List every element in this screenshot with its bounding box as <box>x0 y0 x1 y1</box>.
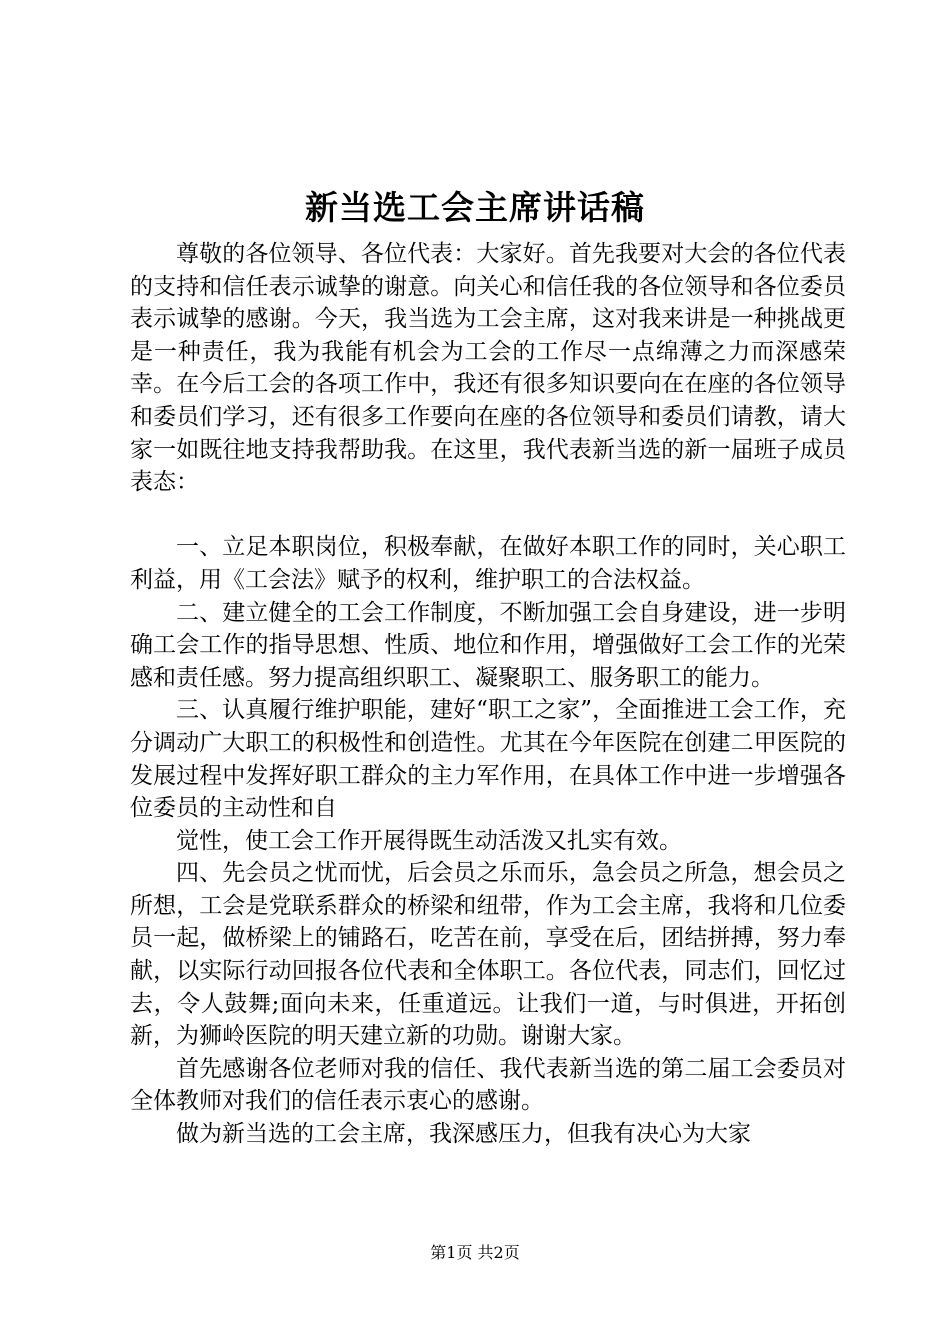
paragraph-greeting: 尊敬的各位领导、各位代表：大家好。首先我要对大会的各位代表的支持和信任表示诚挚的谢意。向关心和信任我的各位领导和各位委员表示诚挚的感谢。今天，我当选为工会主席，这对我来讲是一种挑战更是一种责任，我为我能有机会为工会的工作尽一点绵薄之力而深感荣幸。在今后工会的各项工作中，我还有很多知识要向在在座的各位领导和委员们学习，还有很多工作要向在座的各位领导和委员们请教，请大家一如既往地支持我帮助我。在这里，我代表新当选的新一届班子成员表态： <box>130 241 846 496</box>
document-body <box>130 238 846 1151</box>
paragraph-point-1: 一、立足本职岗位，积极奉献，在做好本职工作的同时，关心职工利益，用《工会法》赋予的权利，维护职工的合法权益。 <box>130 534 846 593</box>
paragraph-point-3-continued: 觉性，使工会工作开展得既生动活泼又扎实有效。 <box>176 827 682 854</box>
paragraph-point-2: 二、建立健全的工会工作制度，不断加强工会自身建设，进一步明确工会工作的指导思想、性质、地位和作用，增强做好工会工作的光荣感和责任感。努力提高组织职工、凝聚职工、服务职工的能力。 <box>130 599 846 691</box>
document-title: 新当选工会主席讲话稿 <box>305 188 645 227</box>
paragraph-closing: 做为新当选的工会主席，我深感压力，但我有决心为大家 <box>176 1121 751 1148</box>
paragraph-point-3: 三、认真履行维护职能，建好“职工之家”，全面推进工会工作，充分调动广大职工的积极性和创造性。尤其在今年医院在创建二甲医院的发展过程中发挥好职工群众的主力军作用，在具体工作中进一步增强各位委员的主动性和自 <box>130 697 846 822</box>
paragraph-point-4: 四、先会员之忧而忧，后会员之乐而乐，急会员之所急，想会员之所想，工会是党联系群众的桥梁和纽带，作为工会主席，我将和几位委员一起，做桥梁上的铺路石，吃苦在前，享受在后，团结拼搏，努力奉献，以实际行动回报各位代表和全体职工。各位代表，同志们，回忆过去，令人鼓舞;面向未来，任重道远。让我们一道，与时俱进，开拓创新，为狮岭医院的明天建立新的功勋。谢谢大家。 <box>130 860 846 1050</box>
page-number: 第1页 共2页 <box>430 1243 520 1262</box>
paragraph-thanks: 首先感谢各位老师对我的信任、我代表新当选的第二届工会委员对全体教师对我们的信任表示衷心的感谢。 <box>130 1055 846 1115</box>
